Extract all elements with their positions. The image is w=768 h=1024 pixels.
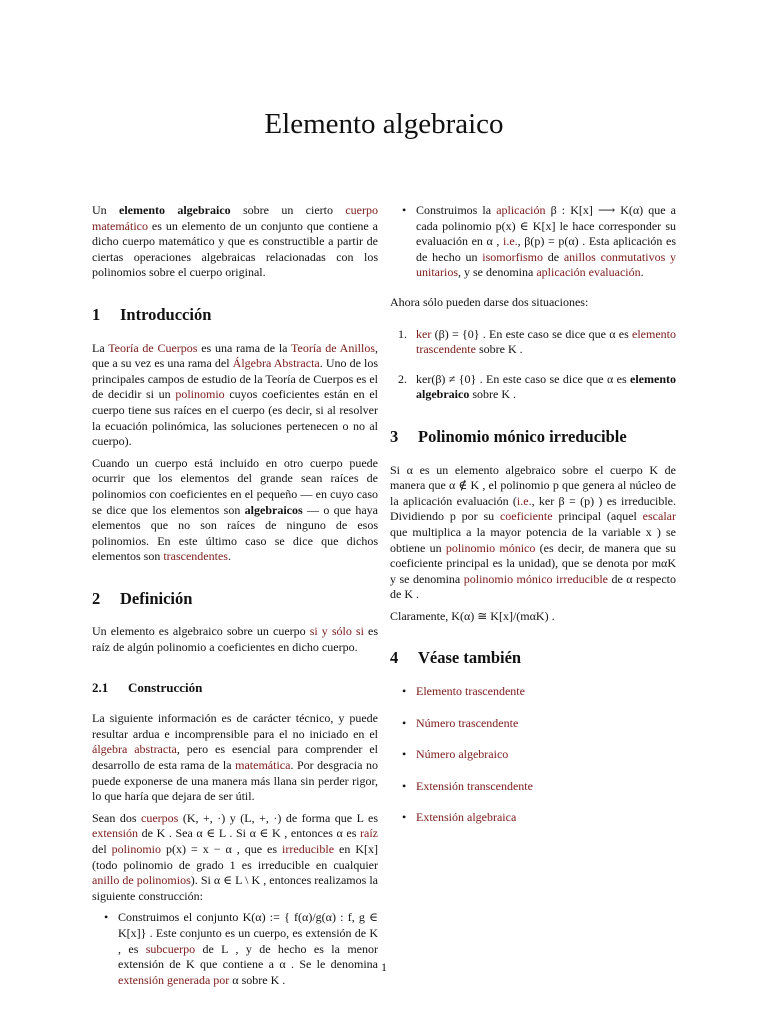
link-polinomio-monico[interactable]: polinomio mónico <box>445 540 536 555</box>
see-also-item[interactable]: • Número trascendente <box>416 716 676 732</box>
link-algebra-abstracta-2[interactable]: álgebra abstracta <box>92 742 177 757</box>
link-trascendentes[interactable]: trascendentes <box>163 549 228 564</box>
construction-bullet-list <box>92 910 378 988</box>
page-title: Elemento algebraico <box>264 108 504 140</box>
link-coeficiente[interactable]: coeficiente <box>499 509 553 524</box>
link-isomorfismo[interactable]: isomorfismo <box>482 249 543 264</box>
link-cuerpo-matematico[interactable]: cuerpo matemático <box>92 203 378 233</box>
see-also-item[interactable]: • Extensión transcendente <box>416 779 676 795</box>
situations-list <box>390 327 676 403</box>
link-ker[interactable]: ker <box>416 326 432 341</box>
link-polinomio-2[interactable]: polinomio <box>111 842 161 856</box>
left-column <box>92 203 378 994</box>
link-elemento-trascendente[interactable]: elemento trascendente <box>416 326 676 357</box>
right-column <box>390 203 676 842</box>
link-si-y-solo-si[interactable]: si y sólo si <box>309 624 364 639</box>
link-matematica[interactable]: matemática <box>235 758 291 773</box>
link-anillos-conmutativos[interactable]: anillos conmutativos y unitarios <box>416 249 676 280</box>
link-extension-generada[interactable]: extensión generada por <box>118 972 230 987</box>
page-number: 1 <box>381 960 387 974</box>
construction-bullet-list-cont <box>390 203 676 281</box>
list-item: 2. ker(β) ≠ {0} . En este caso se dice que α es elemento algebraico sobre K . <box>398 371 676 402</box>
situations-paragraph: Ahora sólo pueden darse dos situaciones: <box>390 294 589 309</box>
section-heading-polinomio-monico: 3 Polinomio mónico irreducible <box>390 426 627 446</box>
see-also-item[interactable]: • Extensión algebraica <box>416 810 676 826</box>
introduccion-paragraph-2: Cuando un cuerpo está incluido en otro cuerpo puede ocurrir que los elementos del grande sean raíces de polinomios con coeficientes en el pequeño — en cuyo caso se dice que los elementos son algebraicos — o que haya elementos que no son raíces de ninguno de esos polinomios. En este último caso se dice que dichos elementos son trascendentes. <box>92 455 379 564</box>
link-aplicacion-evaluacion[interactable]: aplicación evaluación <box>536 265 641 280</box>
construccion-paragraph-2: Sean dos cuerpos (K, +, ·) y (L, +, ·) de forma que L es extensión de K . Sea α ∈ L . Si α ∈ K , entonces α es raíz del polinomio p(x) = x − α , que es irreducible en K[x] (todo polinomio de grado 1 es irreducible en cualquier anillo de polinomios). Si α ∈ L \ K , entonces realizamos la siguiente construcción: <box>92 810 378 903</box>
list-item: • Construimos el conjunto K(α) := { f(α)/g(α) : f, g ∈ K[x]} . Este conjunto es un cuerpo, es extensión de K , es subcuerpo de L , y de hecho es la menor extensión de K que contiene a α . Se le denomina extensión generada por α sobre K . <box>118 910 378 988</box>
list-item: • Construimos la aplicación β : K[x] ⟶ K(α) que a cada polinomio p(x) ∈ K[x] le hace corresponder su evaluación en α , i.e., β(p) = p(α) . Esta aplicación es de hecho un isomorfismo de anillos conmutativos y unitarios, y se denomina aplicación evaluación. <box>416 203 676 281</box>
link-polinomio[interactable]: polinomio <box>175 387 225 402</box>
link-irreducible[interactable]: irreducible <box>282 842 335 856</box>
link-teoria-de-cuerpos[interactable]: Teoría de Cuerpos <box>108 340 198 355</box>
list-item: 1. ker (β) = {0} . En este caso se dice que α es elemento trascendente sobre K . <box>398 326 676 357</box>
link-anillo-de-polinomios[interactable]: anillo de polinomios <box>92 873 191 888</box>
link-escalar[interactable]: escalar <box>642 509 676 524</box>
definicion-paragraph: Un elemento es algebraico sobre un cuerpo si y sólo si es raíz de algún polinomio a coeficientes en dicho cuerpo. <box>92 624 378 655</box>
link-subcuerpo[interactable]: subcuerpo <box>145 941 196 956</box>
link-algebra-abstracta[interactable]: Álgebra Abstracta <box>232 356 320 371</box>
see-also-item[interactable]: • Número algebraico <box>416 747 676 763</box>
link-extension[interactable]: extensión <box>92 826 138 841</box>
link-aplicacion[interactable]: aplicación <box>496 203 546 217</box>
construccion-paragraph-1: La siguiente información es de carácter técnico, y puede resultar ardua e incomprensible para el no iniciado en el álgebra abstracta, pero es esencial para comprender el desarrollo de esta rama de la matemática. Por desgracia no puede exponerse de una manera más llana sin perder rigor, lo que haría que dejara de ser útil. <box>92 711 379 804</box>
subsection-heading-construccion: 2.1 Construcción <box>92 679 203 695</box>
link-ie-2[interactable]: i.e. <box>516 493 532 508</box>
link-raiz[interactable]: raíz <box>360 826 378 841</box>
term-bold: elemento algebraico <box>119 203 231 217</box>
intro-paragraph: Un elemento algebraico sobre un cierto cuerpo matemático es un elemento de un conjunto que contiene a dicho cuerpo matemático y que es constructible a partir de ciertas operaciones algebraicas relacionadas con los polinomios sobre el cuerpo original. <box>92 203 378 280</box>
link-ie[interactable]: i.e. <box>503 234 518 249</box>
section-heading-introduccion: 1 Introducción <box>92 304 212 324</box>
see-also-item[interactable]: • Elemento trascendente <box>416 684 676 700</box>
link-teoria-de-anillos[interactable]: Teoría de Anillos <box>291 340 375 355</box>
section-heading-vease-tambien: 4 Véase también <box>390 648 522 668</box>
polinomio-monico-paragraph-1: Si α es un elemento algebraico sobre el cuerpo K de manera que α ∉ K , el polinomio p que genera al núcleo de la aplicación evaluación (i.e., ker β = (p) ) es irreducible. Dividiendo p por su coeficiente principal (aquel escalar que multiplica a la mayor potencia de la variable x ) se obtiene un polinomio mónico (es decir, de manera que su coeficiente principal es la unidad), que se denota por mαK y se denomina polinomio mónico irreducible de α respecto de K . <box>390 462 676 602</box>
introduccion-paragraph-1: La Teoría de Cuerpos es una rama de la Teoría de Anillos, que a su vez es una rama del Álgebra Abstracta. Uno de los principales campos de estudio de la Teoría de Cuerpos es el de decidir si un polinomio cuyos coeficientes están en el cuerpo tiene sus raíces en el cuerpo (es decir, si al resolver la ecuación polinómica, las soluciones pertenecen o no al cuerpo). <box>92 340 378 449</box>
section-heading-definicion: 2 Definición <box>92 588 193 608</box>
link-cuerpos[interactable]: cuerpos <box>141 810 179 825</box>
polinomio-monico-paragraph-2: Claramente, K(α) ≅ K[x]/(mαK) . <box>390 608 555 623</box>
see-also-list <box>390 684 676 826</box>
link-polinomio-monico-irreducible[interactable]: polinomio mónico irreducible <box>463 571 608 586</box>
